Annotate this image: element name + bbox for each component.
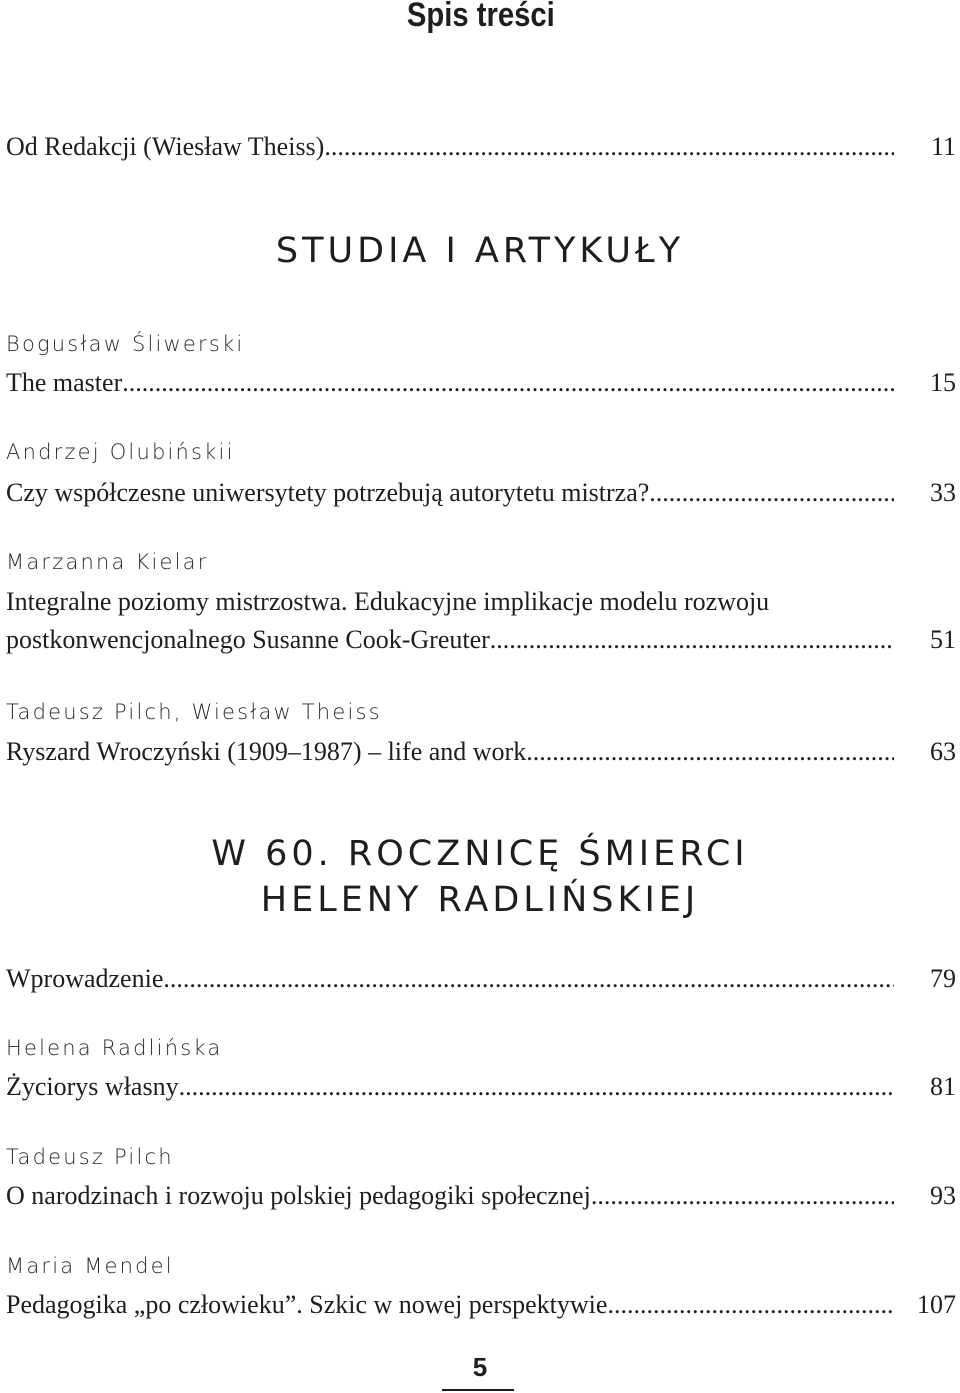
entry-author: Maria Mendel — [6, 1254, 174, 1278]
entry-title: Czy współczesne uniwersytety potrzebują autorytetu mistrza? — [6, 478, 650, 507]
toc-entry[interactable] — [6, 1286, 956, 1324]
page-number: 11 — [930, 132, 956, 161]
entry-title: Pedagogika „po człowieku”. Szkic w nowej perspektywie — [6, 1290, 608, 1319]
page-number: 79 — [930, 964, 956, 993]
entry-title: O narodzinach i rozwoju polskiej pedagogiki społecznej — [6, 1181, 591, 1210]
entry-title: postkonwencjonalnego Susanne Cook-Greuter — [6, 625, 490, 654]
leader-dots — [607, 1286, 894, 1324]
section-heading-line: W 60. ROCZNICĘ ŚMIERCI — [211, 834, 749, 874]
leader-dots — [324, 128, 894, 166]
footer-page-number: 5 — [472, 1352, 488, 1382]
leader-dots — [490, 621, 894, 659]
toc-entry[interactable] — [6, 733, 956, 771]
toc-entry[interactable] — [6, 960, 956, 998]
toc-entry[interactable] — [6, 474, 956, 512]
leader-dots — [649, 474, 894, 512]
page-number: 15 — [930, 368, 956, 397]
toc-entry-intro[interactable] — [6, 128, 956, 166]
entry-author: Tadeusz Pilch — [6, 1145, 174, 1169]
entry-author: Helena Radlińska — [6, 1036, 223, 1060]
toc-entry[interactable] — [6, 364, 956, 402]
entry-author: Marzanna Kielar — [6, 550, 209, 574]
footer-rule — [442, 1389, 514, 1391]
entry-author: Bogusław Śliwerski — [6, 332, 245, 356]
entry-author: Andrzej Olubińskii — [6, 440, 235, 464]
toc-entry[interactable] — [6, 583, 956, 659]
page-number: 63 — [930, 737, 956, 766]
entry-title: The master — [6, 368, 123, 397]
leader-dots — [179, 1068, 894, 1106]
leader-dots — [163, 960, 894, 998]
entry-author: Tadeusz Pilch, Wiesław Theiss — [6, 700, 382, 724]
page-number: 107 — [917, 1290, 956, 1319]
leader-dots — [591, 1177, 894, 1215]
leader-dots — [122, 364, 894, 402]
page-number: 51 — [930, 625, 956, 654]
section-heading-studia: STUDIA I ARTYKUŁY — [275, 231, 685, 271]
entry-title: Wprowadzenie — [6, 964, 164, 993]
entry-title-line: Integralne poziomy mistrzostwa. Edukacyjne implikacje modelu rozwoju — [6, 587, 770, 616]
entry-title: Ryszard Wroczyński (1909–1987) – life and work — [6, 737, 527, 766]
entry-title: Życiorys własny — [6, 1072, 179, 1101]
section-heading-line: HELENY RADLIŃSKIEJ — [260, 880, 700, 920]
toc-entry[interactable] — [6, 1177, 956, 1215]
page-title: Spis treści — [406, 0, 555, 34]
page-number: 33 — [930, 478, 956, 507]
page-number: 81 — [930, 1072, 956, 1101]
leader-dots — [526, 733, 894, 771]
toc-entry[interactable] — [6, 1068, 956, 1106]
entry-title: Od Redakcji (Wiesław Theiss) — [6, 132, 325, 161]
page-number: 93 — [930, 1181, 956, 1210]
section-heading-radlinska — [0, 831, 960, 923]
